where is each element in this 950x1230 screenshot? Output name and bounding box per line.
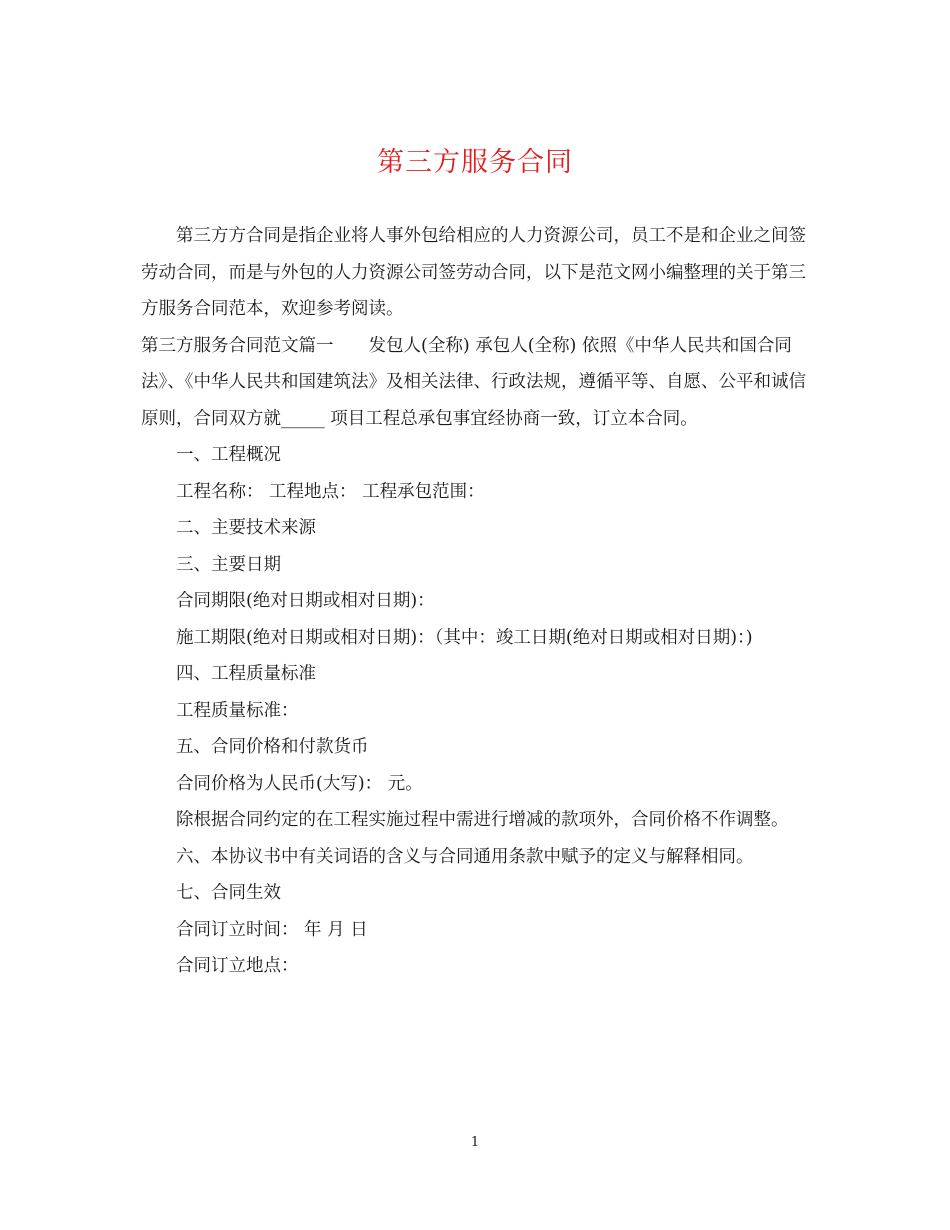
contract-preamble-paragraph: 第三方服务合同范文篇一 发包人(全称) 承包人(全称) 依照《中华人民共和国合同法》、《中华人民共和国建筑法》及相关法律、行政法规，遵循平等、自愿、公平和诚信原则，合同双方就_____ 项目工程总承包事宜经协商一致，订立本合同。: [141, 335, 806, 429]
document-title: 第三方服务合同: [377, 147, 573, 178]
section-3-heading: 三、主要日期: [176, 554, 281, 575]
document-body: [141, 218, 811, 985]
section-2-heading: 二、主要技术来源: [176, 518, 316, 538]
section-6-paragraph: 六、本协议书中有关词语的含义与合同通用条款中赋予的定义与解释相同。: [176, 846, 754, 867]
contract-price-line: 合同价格为人民币(大写)： 元。: [176, 773, 423, 794]
signing-date-line: 合同订立时间： 年 月 日: [176, 919, 368, 940]
section-1-heading: 一、工程概况: [176, 445, 281, 465]
quality-standard-line: 工程质量标准：: [176, 700, 299, 721]
signing-place-line: 合同订立地点：: [176, 956, 299, 976]
section-4-heading: 四、工程质量标准: [176, 664, 316, 684]
contract-period-line: 合同期限(绝对日期或相对日期)：: [176, 591, 435, 611]
project-info-line: 工程名称： 工程地点： 工程承包范围：: [176, 481, 485, 502]
intro-paragraph: 第三方方合同是指企业将人事外包给相应的人力资源公司，员工不是和企业之间签劳动合同，而是与外包的人力资源公司签劳动合同，以下是范文网小编整理的关于第三方服务合同范本，欢迎参考阅读。: [141, 226, 806, 319]
section-7-heading: 七、合同生效: [176, 883, 281, 903]
construction-period-line: 施工期限(绝对日期或相对日期)：（其中：竣工日期(绝对日期或相对日期)：): [176, 627, 753, 648]
price-adjustment-paragraph: 除根据合同约定的在工程实施过程中需进行增减的款项外，合同价格不作调整。: [176, 810, 789, 830]
page-number: 1: [470, 1135, 480, 1150]
section-5-heading: 五、合同价格和付款货币: [176, 737, 369, 757]
